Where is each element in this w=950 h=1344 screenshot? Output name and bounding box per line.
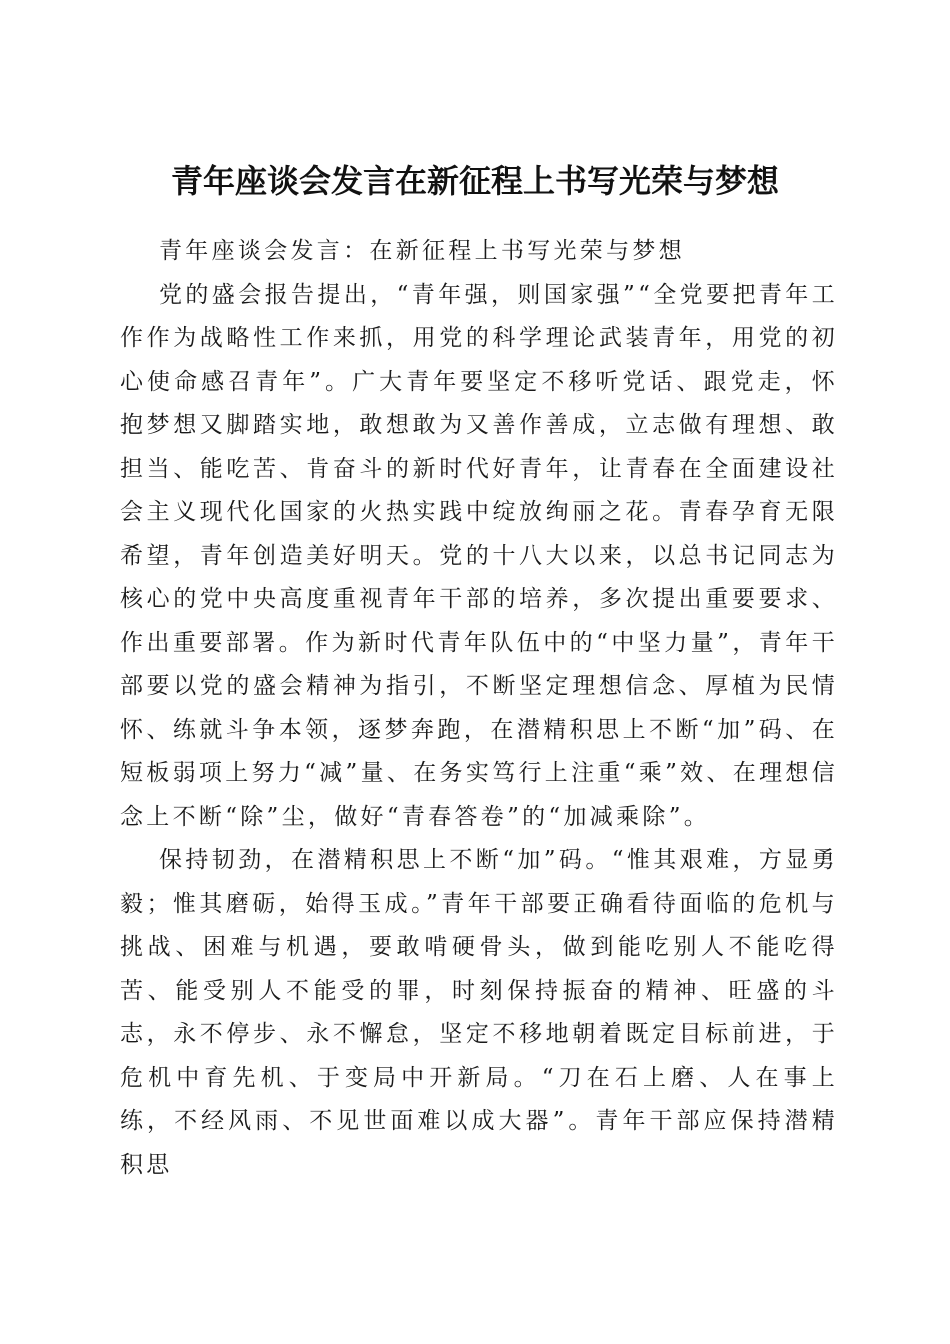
paragraph-2: 保持韧劲，在潜精积思上不断“加”码。“惟其艰难，方显勇毅；惟其磨砺，始得玉成。”青年干部要正确看待面临的危机与挑战、困难与机遇，要敢啃硬骨头，做到能吃别人不能吃得苦、能受别人不能受的罪，时刻保持振奋的精神、旺盛的斗志，永不停步、永不懈怠，坚定不移地朝着既定目标前进，于危机中育先机、于变局中开新局。“刀在石上磨、人在事上练，不经风雨、不见世面难以成大器”。青年干部应保持潜精积思 [120,847,838,1178]
document-body [120,230,838,1187]
paragraph-1: 党的盛会报告提出，“青年强，则国家强”“全党要把青年工作作为战略性工作来抓，用党的科学理论武装青年，用党的初心使命感召青年”。广大青年要坚定不移听党话、跟党走，怀抱梦想又脚踏实地，敢想敢为又善作善成，立志做有理想、敢担当、能吃苦、肯奋斗的新时代好青年，让青春在全面建设社会主义现代化国家的火热实践中绽放绚丽之花。青春孕育无限希望，青年创造美好明天。党的十八大以来，以总书记同志为核心的党中央高度重视青年干部的培养，多次提出重要要求、作出重要部署。作为新时代青年队伍中的“中坚力量”，青年干部要以党的盛会精神为指引，不断坚定理想信念、厚植为民情怀、练就斗争本领，逐梦奔跑，在潜精积思上不断“加”码、在短板弱项上努力“减”量、在务实笃行上注重“乘”效、在理想信念上不断“除”尘，做好“青春答卷”的“加减乘除”。 [120,281,838,830]
document-subtitle: 青年座谈会发言：在新征程上书写光荣与梦想 [159,238,685,264]
document-title: 青年座谈会发言在新征程上书写光荣与梦想 [170,162,779,201]
